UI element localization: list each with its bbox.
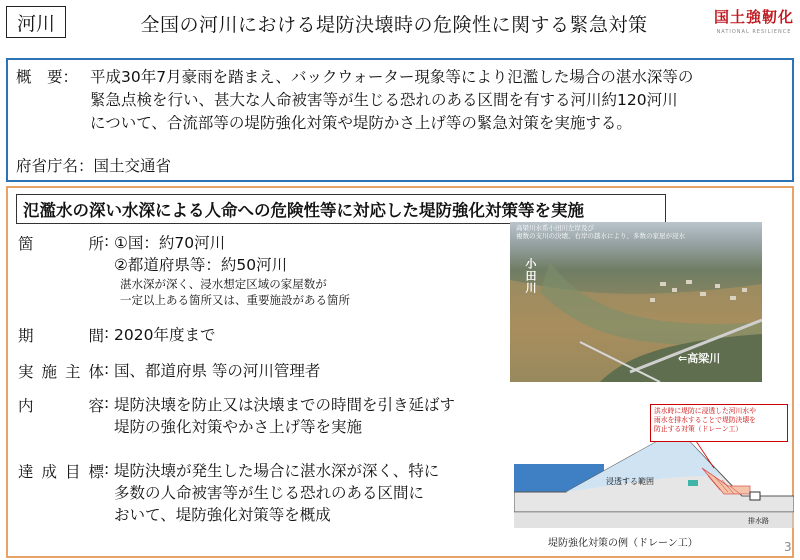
colon: : xyxy=(104,360,110,378)
ministry-label: 府省庁名： xyxy=(16,157,94,175)
logo xyxy=(712,6,796,42)
location-note: 湛水深が深く、浸水想定区域の家屋数が 一定以上ある箇所又は、重要施設がある箇所 xyxy=(120,277,350,307)
seepage-area-label: 浸透する範囲 xyxy=(606,477,654,486)
actor-text: 国、都道府県 等の河川管理者 xyxy=(114,362,321,380)
content-text: 堤防決壊を防止又は決壊までの時間を引き延ばす 堤防の強化対策やかさ上げ等を実施 xyxy=(114,396,456,436)
oda-river-label: 小田川 xyxy=(524,258,537,294)
page-number: 3 xyxy=(784,540,792,554)
goal-row xyxy=(18,460,439,526)
page-title: 全国の河川における堤防決壊時の危険性に関する緊急対策 xyxy=(140,14,648,36)
goal-label: 達成目標 xyxy=(18,463,104,481)
period-label: 期間 xyxy=(18,327,104,345)
drain-channel-label: 排水路 xyxy=(748,517,769,525)
summary-label: 概 要： xyxy=(16,68,79,86)
logo-text: 国土強靭化 xyxy=(713,8,794,26)
logo-subtext: NATIONAL RESILIENCE xyxy=(716,29,792,35)
location-label: 箇所 xyxy=(18,235,104,253)
drain-channel xyxy=(750,492,760,500)
summary-row xyxy=(16,66,784,135)
ministry-row xyxy=(16,154,171,176)
period-text: 2020年度まで xyxy=(114,326,216,344)
summary-text: 平成30年7月豪雨を踏まえ、バックウォーター現象等により氾濫した場合の湛水深等の 緊急点検を行い、甚大な人命被害等が生じる恐れのある区間を有する河川約120河川 について、合流部等の堤防強化対策や堤防かさ上げ等の緊急対策を実施する。 xyxy=(90,68,694,132)
actor-row xyxy=(18,360,320,382)
period-row xyxy=(18,324,215,346)
colon: : xyxy=(104,232,110,250)
location-row xyxy=(18,232,287,276)
actor-label: 実施主体 xyxy=(18,363,104,381)
content-row xyxy=(18,394,455,438)
diagram-caption: 堤防強化対策の例（ドレーン工） xyxy=(548,538,698,549)
drain-callout: 洪水時に堤防に浸透した河川水や 雨水を排水することで堤防決壊を 防止する対策（ドレーン工） xyxy=(650,404,788,442)
photo-caption: 高梁川水系小田川左岸及び 複数の支川の決壊、右岸の越水により、多数の家屋が浸水 xyxy=(516,224,685,240)
colon: : xyxy=(104,324,110,342)
measures-heading: 氾濫水の深い水深による人命への危険性等に対応した堤防強化対策等を実施 xyxy=(16,194,666,224)
ministry-name: 国土交通省 xyxy=(93,157,172,175)
content-label: 内容 xyxy=(18,397,104,415)
flood-photo-illustration xyxy=(510,222,762,382)
colon: : xyxy=(104,460,110,478)
location-text: ①国：約70河川 ②都道府県等：約50河川 xyxy=(114,234,288,274)
goal-text: 堤防決壊が発生した場合に湛水深が深く、特に 多数の人命被害等が生じる恐れのある区間に おいて、堤防強化対策等を概成 xyxy=(114,462,440,524)
takahashi-river-label: ⇐高梁川 xyxy=(678,352,721,365)
overview-box xyxy=(6,58,794,182)
category-tag: 河川 xyxy=(6,6,66,38)
flood-photo xyxy=(510,222,762,382)
colon: : xyxy=(104,394,110,412)
seepage-marker xyxy=(688,480,698,486)
